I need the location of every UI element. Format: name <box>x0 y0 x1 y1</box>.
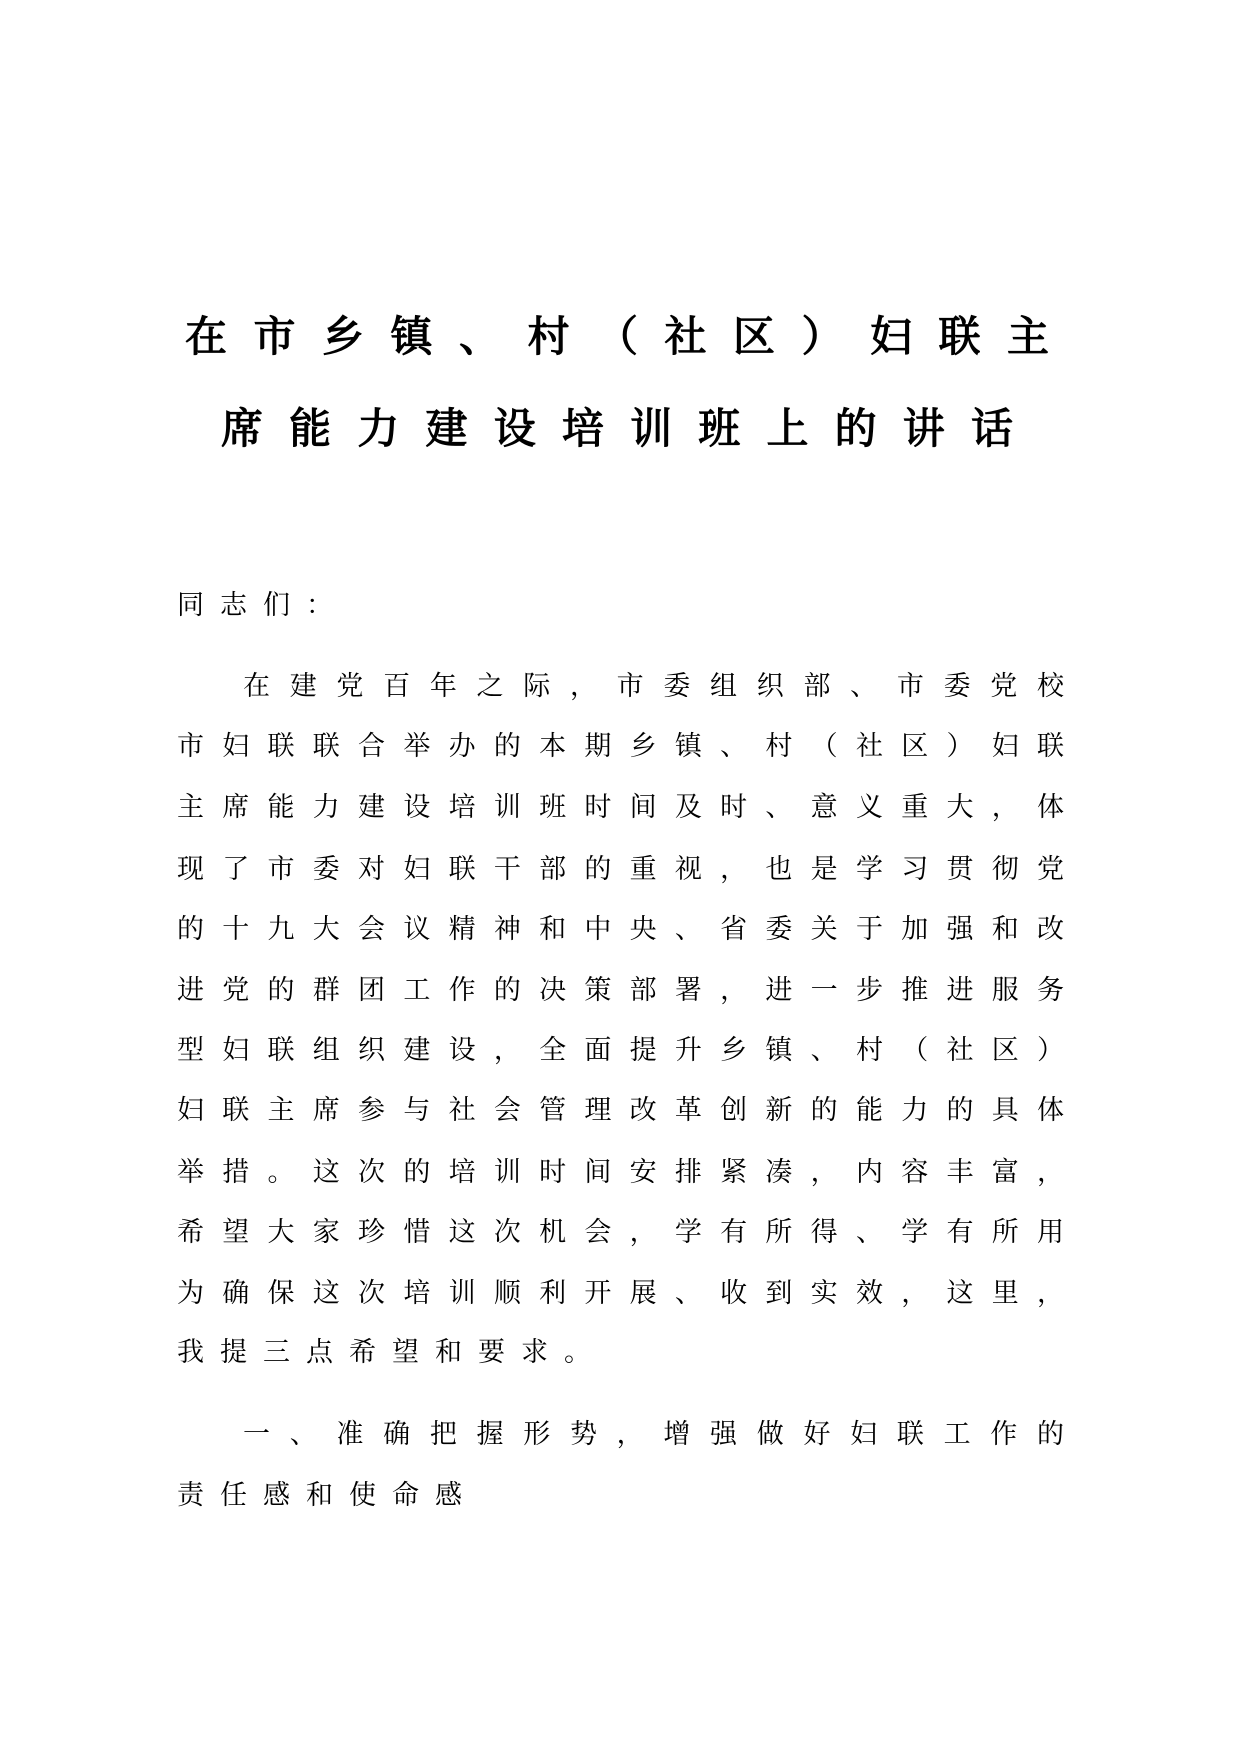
paragraph-line: 的十九大会议精神和中央、省委关于加强和改 <box>177 914 1064 945</box>
paragraph-line: 在建党百年之际，市委组织部、市委党校 <box>243 671 1064 702</box>
paragraph-line: 举措。这次的培训时间安排紧凑，内容丰富， <box>177 1157 1064 1188</box>
paragraph-line: 为确保这次培训顺利开展、收到实效，这里， <box>177 1278 1064 1309</box>
paragraph-line: 我提三点希望和要求。 <box>177 1337 607 1368</box>
document-title-line-1: 在市乡镇、村（社区）妇联主 <box>185 312 1049 361</box>
paragraph-line: 希望大家珍惜这次机会，学有所得、学有所用 <box>177 1217 1064 1248</box>
paragraph-line: 妇联主席参与社会管理改革创新的能力的具体 <box>177 1095 1064 1126</box>
heading-line: 责任感和使命感 <box>177 1480 478 1511</box>
document-title-line-2: 席能力建设培训班上的讲话 <box>221 404 1013 453</box>
paragraph-line: 主席能力建设培训班时间及时、意义重大，体 <box>177 792 1064 823</box>
heading-line: 一、准确把握形势，增强做好妇联工作的 <box>243 1419 1064 1450</box>
salutation: 同志们： <box>177 590 349 621</box>
paragraph-line: 型妇联组织建设，全面提升乡镇、村（社区） <box>177 1035 1064 1066</box>
paragraph-line: 现了市委对妇联干部的重视，也是学习贯彻党 <box>177 854 1064 885</box>
paragraph-line: 市妇联联合举办的本期乡镇、村（社区）妇联 <box>177 731 1064 762</box>
paragraph-line: 进党的群团工作的决策部署，进一步推进服务 <box>177 975 1064 1006</box>
